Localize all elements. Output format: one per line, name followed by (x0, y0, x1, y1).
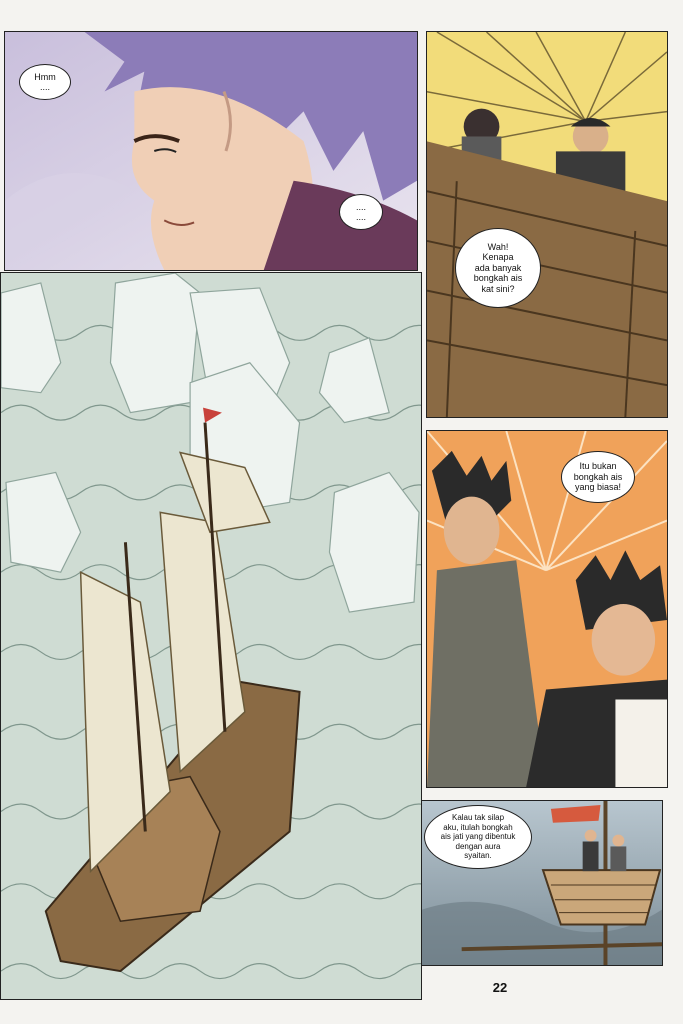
ship-sea-art (1, 273, 421, 999)
speech-bubble-itu-bukan: Itu bukan bongkah ais yang biasa! (561, 451, 635, 503)
speech-bubble-wah: Wah! Kenapa ada banyak bongkah ais kat sini? (455, 228, 541, 308)
panel-villain-closeup (4, 31, 418, 271)
panel-lookout (421, 800, 663, 966)
speech-bubble-kalau-tak-silap: Kalau tak silap aku, itulah bongkah ais jati yang dibentuk dengan aura syaitan. (424, 805, 532, 869)
speech-bubble-hmm: Hmm .... (19, 64, 71, 100)
panel-ship-deck (426, 31, 668, 418)
panel-heroes (426, 430, 668, 788)
page-number: 22 (492, 980, 508, 995)
speech-bubble-dots: .... .... (339, 194, 383, 230)
panel-ship-ice (0, 272, 422, 1000)
villain-face-art (5, 32, 417, 270)
deck-shout-art (427, 32, 667, 417)
